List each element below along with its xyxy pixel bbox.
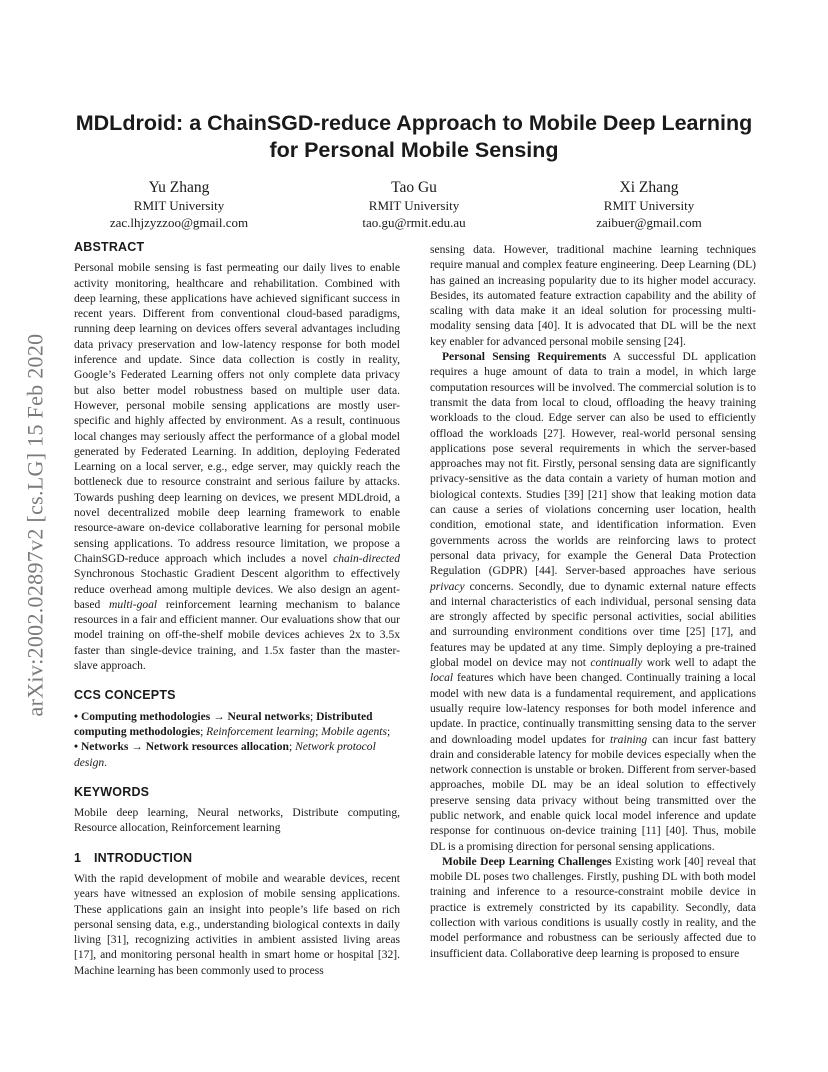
body-text-part: can incur fast battery drain and considerable latency for mobile devices especially when the network connection is unstable or broken. Different from server-based approaches, mobile DL may be an ideal solution to effectively preserve sensing data privacy without being transmitted over the public network, and enable quick local model inference and update response for continuous on-device training [11] [40]. Thus, mobile DL is a promising direction for personal sensing applications.: [430, 733, 757, 853]
ccs-separator: ;: [315, 725, 322, 738]
section-title: INTRODUCTION: [94, 850, 193, 865]
body-paragraph: [430, 350, 756, 855]
ccs-bullet: •: [74, 710, 81, 723]
author-1: [79, 178, 279, 231]
ccs-concept: Networks → Network resources allocation: [80, 741, 289, 754]
body-text-part: work well to adapt the: [642, 657, 757, 670]
left-column: [74, 240, 400, 979]
author-email: zac.lhjzyzzoo@gmail.com: [109, 215, 249, 230]
body-text-part: concerns. Secondly, due to dynamic external nature effects and internal characteristics of each individual, personal sensing data are strongly affected by specific personal activities, social abilities and surrounding environment conditions over time [25] [17], and features may be updated at any time. Simply deploying a pre-trained global model on device may not: [430, 580, 756, 670]
author-affiliation: RMIT University: [368, 198, 460, 213]
ccs-concept: Mobile agents: [321, 725, 387, 738]
arxiv-stamp: [20, 290, 50, 760]
paper-title: MDLdroid: a ChainSGD-reduce Approach to Mobile Deep Learning for Personal Mobile Sensing: [75, 111, 753, 162]
right-column: [430, 243, 756, 962]
body-text-part: features which have been changed. Continually training a local model with new data is a fundamental requirement, and applications usually require low-latency responses for both model inference and update. In practice, continually transmitting sensing data to the server and downloading model updates for: [430, 672, 756, 746]
abstract-text: [74, 261, 400, 674]
paragraph-heading: Personal Sensing Requirements: [442, 351, 607, 364]
body-text-part: Existing work [40] reveal that mobile DL poses two challenges. Firstly, pushing DL with both model training and inference to a resource-constraint mobile device in practice is extremely constricted by its capability. Secondly, data collection with various conditions is usually costly in reality, and the model performance and robustness can be seriously affected due to insufficient data. Collaborative deep learning is proposed to ensure: [430, 855, 756, 960]
ccs-heading: CCS CONCEPTS: [74, 688, 176, 703]
paragraph-heading: Mobile Deep Learning Challenges: [442, 855, 612, 868]
introduction-heading: [74, 851, 400, 866]
abstract-text-part: Synchronous Stochastic Gradient Descent algorithm to effectively reduce overhead among multiple devices. We also design an agent-based: [74, 568, 400, 611]
body-emphasis: continually: [590, 657, 643, 670]
ccs-separator: ;: [200, 725, 207, 738]
abstract-heading: ABSTRACT: [74, 240, 145, 254]
author-email: zaibuer@gmail.com: [596, 215, 702, 230]
ccs-concepts: [74, 710, 400, 771]
arxiv-id: arXiv:2002.02897v2 [cs.LG] 15 Feb 2020: [22, 333, 48, 717]
author-name: Yu Zhang: [148, 179, 210, 196]
author-affiliation: RMIT University: [133, 198, 225, 213]
body-text-part: A successful DL application requires a huge amount of data to train a model, in which large computation resources will be involved. The commercial solution is to transmit the data from local to cloud, offloading the heavy training workloads to the cloud. Edge server can also be used to efficiently offload the workloads [27]. However, real-world personal sensing applications pose several requirements in which the server-based approaches may not fit. Firstly, personal sensing data are significantly privacy-sensitive as the data contain a variety of human motion and biological contexts. Studies [39] [21] show that leaking motion data can cause a series of violations concerning user location, health condition, emotional state, and identification information. Even governments across the worlds are reinforcing laws to protect personal data privacy, for example the General Data Protection Regulation (GDPR) [44]. Server-based approaches have serious: [430, 351, 756, 578]
abstract-emphasis: chain-directed: [333, 552, 400, 565]
ccs-separator: .: [104, 756, 108, 769]
body-emphasis: privacy: [430, 580, 465, 593]
abstract-text-part: reinforcement learning mechanism to balance resources in a fair and efficient manner. Our evaluations show that our model training on off-the-shelf mobile devices achieves 2x to 3.5x faster than single-device training, and 1.5x faster than the master-slave approach.: [74, 598, 401, 673]
introduction-paragraph: With the rapid development of mobile and wearable devices, recent years have witnessed an explosion of mobile sensing applications. These applications gain an insight into people’s life based on rich personal sensing data, e.g., understanding biological contexts in daily living [31], recognizing activities in ambient assisted living areas [17], and monitoring personal health in smart home or hospital [32]. Machine learning has been commonly used to process: [74, 872, 400, 977]
ccs-concept: Network protocol design: [74, 741, 376, 769]
body-paragraph: sensing data. However, traditional machine learning techniques require manual and complex feature engineering. Deep Learning (DL) has gained an increasing popularity due to its higher model accuracy. Besides, its automated feature extraction capability and the ability of scaling with data make it an ideal solution for processing multi-modality sensing data [40]. It is advocated that DL will be the next key enabler for advanced personal mobile sensing [24].: [430, 244, 756, 348]
author-name: Xi Zhang: [619, 179, 679, 196]
body-paragraph: [430, 855, 756, 962]
author-name: Tao Gu: [391, 179, 437, 196]
keywords-heading: KEYWORDS: [74, 784, 150, 799]
author-email: tao.gu@rmit.edu.au: [362, 215, 466, 230]
abstract-emphasis: multi-goal: [109, 598, 158, 611]
ccs-concept: Reinforcement learning: [206, 725, 316, 738]
author-2: [314, 178, 514, 231]
ccs-concept: Computing methodologies → Neural networks: [80, 710, 310, 723]
ccs-separator: ;: [309, 710, 317, 723]
body-emphasis: training: [609, 733, 648, 746]
author-3: [549, 178, 749, 231]
ccs-bullet: •: [74, 741, 81, 754]
abstract-text-part: Personal mobile sensing is fast permeating our daily lives to enable activity monitoring, healthcare and rehabilitation. Combined with deep learning, these applications have achieved significant success in recent years. Different from conventional cloud-based paradigms, running deep learning on devices offers several advantages including data privacy preservation and low-latency response for both model inference and update. Since data collection is costly in reality, Google’s Federated Learning offers not only complete data privacy but also better model robustness based on multiple user data. However, personal mobile sensing applications are mostly user-specific and highly affected by environment. As a result, continuous local changes may seriously affect the performance of a global model generated by Federated Learning. In addition, deploying Federated Learning on a local server, e.g., edge server, may quickly reach the bottleneck due to resource constraint and serious failure by attacks. Towards pushing deep learning on devices, we present MDLdroid, a novel decentralized mobile deep learning framework to enable resource-aware on-device collaborative learning for personal mobile sensing applications. To address resource limitation, we propose a ChainSGD-reduce approach which includes a novel: [74, 262, 400, 565]
ccs-concept: Distributed computing methodologies: [74, 710, 373, 738]
ccs-separator: ;: [386, 725, 391, 738]
ccs-separator: ;: [288, 741, 296, 754]
section-number: 1: [74, 850, 82, 865]
author-block: [74, 178, 754, 234]
author-affiliation: RMIT University: [603, 198, 695, 213]
body-emphasis: local: [430, 672, 454, 685]
keywords-text: Mobile deep learning, Neural networks, Distribute computing, Resource allocation, Reinforcement learning: [74, 807, 400, 835]
